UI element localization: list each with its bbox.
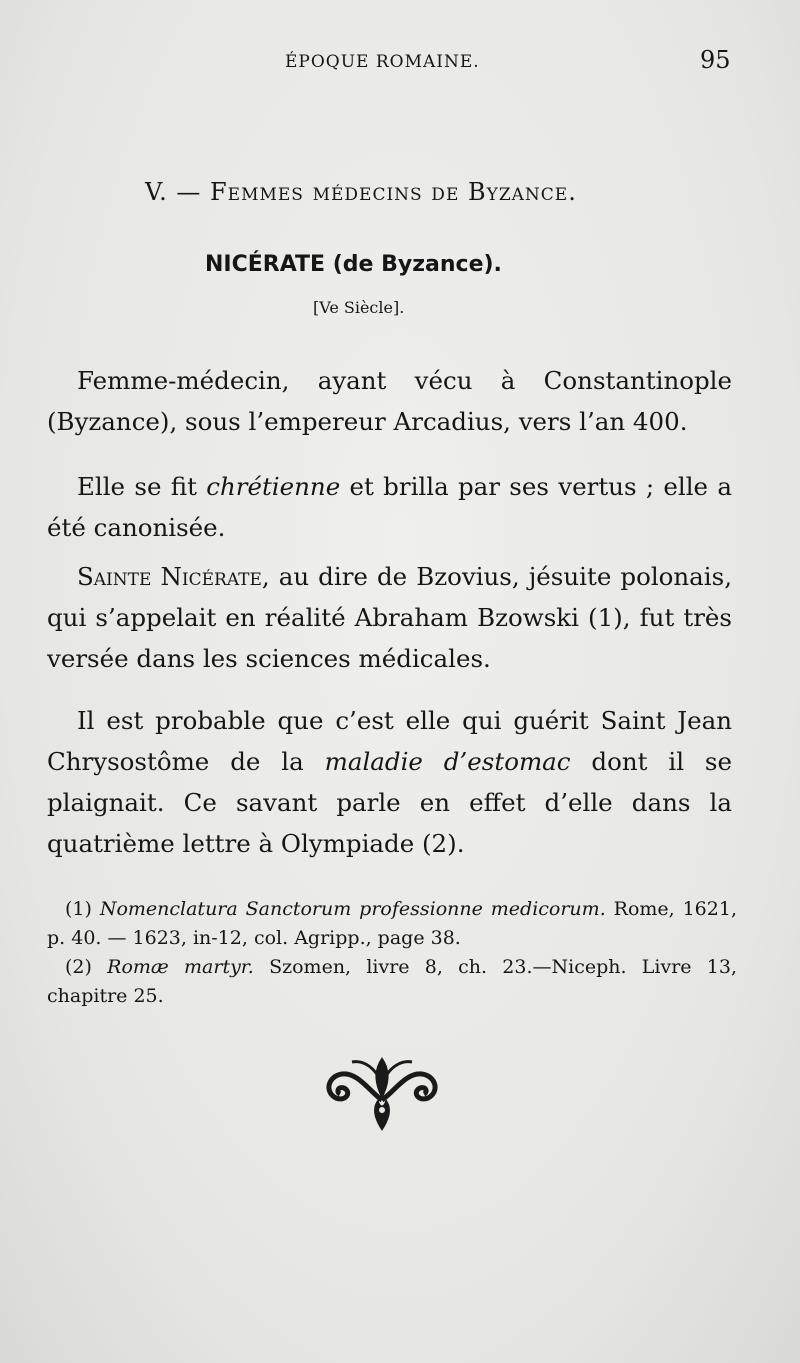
paragraph-3-text (47, 556, 732, 679)
name-heading: NICÉRATE (de Byzance). (205, 252, 502, 277)
footnote-1-rest: Rome, 1621, p. 40. — 1623, in-12, col. Agripp., page 38. (47, 898, 737, 949)
paragraph-3 (47, 556, 732, 679)
paragraph-2-text (47, 466, 732, 548)
sainte-nicerate: Sainte Nicérate, (77, 562, 270, 591)
paragraph-4-end: dont il se plaignait. Ce savant parle en effet d’elle dans la quatrième lettre à Olympiade (2). (47, 747, 732, 858)
italic-maladie: maladie d’estomac (324, 747, 571, 776)
fleuron-icon (322, 1052, 442, 1132)
paragraph-2-end: et brilla par ses vertus ; elle a été canonisée. (47, 472, 732, 542)
italic-chretienne: chrétienne (206, 472, 341, 501)
footnotes (47, 895, 737, 1011)
footnote-1 (47, 895, 737, 953)
footnote-2 (47, 953, 737, 1011)
paragraph-4 (47, 700, 732, 864)
paragraph-2-start: Elle se fit (77, 472, 207, 501)
footnote-1-mark: (1) (65, 898, 100, 920)
footnote-1-title: Nomenclatura Sanctorum professionne medicorum. (99, 898, 606, 920)
running-title: ÉPOQUE ROMAINE. (285, 52, 480, 72)
paragraph-4-start: Il est probable que c’est elle qui guérit Saint Jean Chrysostôme de la (47, 706, 732, 776)
paragraph-1-text: Femme-médecin, ayant vécu à Constantinople (Byzance), sous l’empereur Arcadius, vers l’an 400. (47, 366, 732, 436)
footnote-2-mark: (2) (65, 956, 108, 978)
paragraph-1 (47, 360, 732, 442)
century-label: [Ve Siècle]. (313, 298, 405, 317)
paragraph-4-text (47, 700, 732, 864)
footnote-2-rest: Szomen, livre 8, ch. 23.—Niceph. Livre 13, chapitre 25. (47, 956, 737, 1007)
footnote-2-title: Romæ martyr. (107, 956, 254, 978)
paragraph-2 (47, 466, 732, 548)
paragraph-3-rest: au dire de Bzovius, jésuite polonais, qui s’appelait en réalité Abraham Bzowski (1), fut très versée dans les sciences médicales. (47, 562, 732, 673)
section-heading: V. — Femmes médecins de Byzance. (145, 178, 577, 206)
page-number: 95 (700, 46, 731, 74)
